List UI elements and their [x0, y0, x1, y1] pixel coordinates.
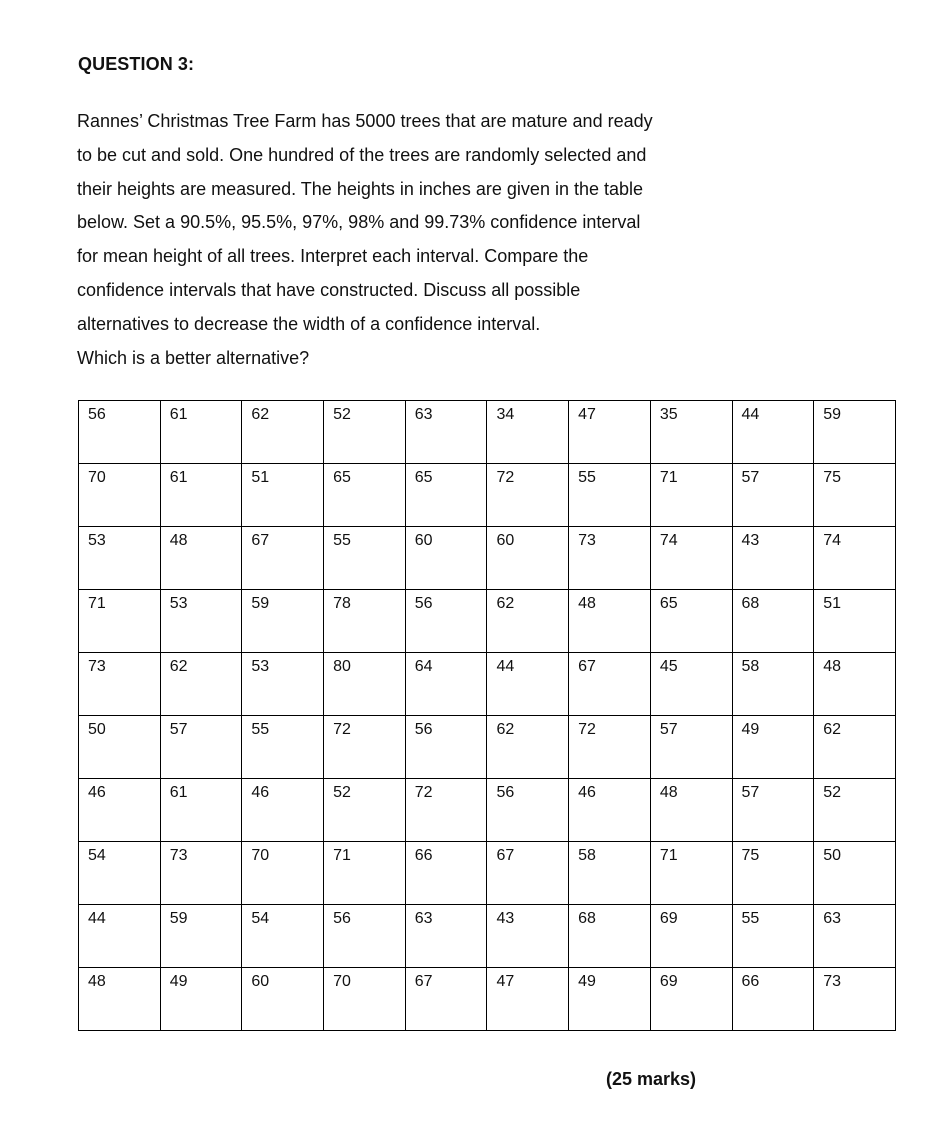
- height-value: 62: [496, 721, 515, 738]
- table-cell: [814, 653, 896, 716]
- table-cell: [650, 968, 732, 1031]
- table-cell: [569, 779, 651, 842]
- height-value: 75: [741, 847, 760, 864]
- table-cell: [405, 968, 487, 1031]
- height-value: 71: [88, 595, 106, 612]
- table-cell: [732, 464, 814, 527]
- height-value: 52: [823, 784, 841, 801]
- table-cell: [242, 653, 324, 716]
- height-value: 78: [333, 595, 351, 612]
- table-cell: [569, 905, 651, 968]
- height-value: 71: [333, 847, 351, 864]
- table-cell: [732, 779, 814, 842]
- table-cell: [814, 527, 896, 590]
- table-cell: [650, 779, 732, 842]
- height-value: 50: [823, 847, 841, 864]
- table-cell: [569, 401, 651, 464]
- question-text-line: below. Set a 90.5%, 95.5%, 97%, 98% and 99.73% confidence interval: [77, 212, 641, 233]
- table-cell: [569, 716, 651, 779]
- height-value: 57: [741, 469, 760, 486]
- height-value: 46: [88, 784, 106, 801]
- table-cell: [569, 527, 651, 590]
- question-title: QUESTION 3:: [78, 54, 195, 74]
- height-value: 62: [496, 595, 515, 612]
- height-value: 55: [333, 532, 351, 549]
- table-cell: [569, 653, 651, 716]
- table-cell: [650, 716, 732, 779]
- height-value: 35: [659, 406, 678, 423]
- height-value: 65: [333, 469, 351, 486]
- table-cell: [324, 842, 406, 905]
- height-value: 56: [414, 721, 433, 738]
- table-cell: [814, 716, 896, 779]
- height-value: 55: [578, 469, 596, 486]
- height-value: 65: [414, 469, 433, 486]
- table-cell: [814, 968, 896, 1031]
- table-cell: [814, 401, 896, 464]
- table-cell: [487, 968, 569, 1031]
- height-value: 73: [823, 973, 841, 990]
- table-cell: [405, 842, 487, 905]
- table-cell: [324, 779, 406, 842]
- table-cell: [487, 842, 569, 905]
- height-value: 67: [414, 973, 433, 990]
- height-value: 48: [823, 658, 841, 675]
- height-value: 65: [659, 595, 678, 612]
- height-value: 66: [414, 847, 433, 864]
- question-text-line: their heights are measured. The heights in inches are given in the table: [77, 178, 644, 199]
- table-cell: [324, 527, 406, 590]
- height-value: 56: [333, 910, 351, 927]
- height-value: 69: [659, 973, 678, 990]
- height-value: 54: [251, 910, 270, 927]
- table-cell: [732, 905, 814, 968]
- table-cell: [487, 653, 569, 716]
- table-cell: [814, 842, 896, 905]
- tree-heights-table-body: [79, 401, 896, 1031]
- height-value: 53: [88, 532, 106, 549]
- table-cell: [242, 464, 324, 527]
- table-row: [79, 842, 896, 905]
- height-value: 53: [169, 595, 188, 612]
- height-value: 74: [823, 532, 841, 549]
- height-value: 63: [414, 910, 433, 927]
- height-value: 44: [88, 910, 106, 927]
- table-cell: [242, 716, 324, 779]
- table-cell: [650, 464, 732, 527]
- table-cell: [160, 716, 242, 779]
- height-value: 45: [659, 658, 678, 675]
- height-value: 60: [496, 532, 515, 549]
- height-value: 61: [169, 406, 188, 423]
- height-value: 63: [414, 406, 433, 423]
- height-value: 75: [823, 469, 841, 486]
- table-cell: [650, 905, 732, 968]
- height-value: 44: [741, 406, 760, 423]
- table-cell: [732, 590, 814, 653]
- height-value: 56: [414, 595, 433, 612]
- table-cell: [160, 842, 242, 905]
- table-cell: [732, 401, 814, 464]
- table-cell: [487, 464, 569, 527]
- table-cell: [79, 842, 161, 905]
- height-value: 49: [169, 973, 188, 990]
- table-cell: [569, 842, 651, 905]
- height-value: 71: [659, 469, 678, 486]
- height-value: 60: [414, 532, 433, 549]
- height-value: 44: [496, 658, 515, 675]
- height-value: 47: [578, 406, 596, 423]
- table-cell: [160, 905, 242, 968]
- height-value: 70: [333, 973, 351, 990]
- question-text-line: Which is a better alternative?: [77, 347, 310, 368]
- height-value: 70: [88, 469, 106, 486]
- table-cell: [79, 716, 161, 779]
- table-cell: [324, 968, 406, 1031]
- height-value: 48: [659, 784, 678, 801]
- table-cell: [814, 905, 896, 968]
- question-text-line: Rannes’ Christmas Tree Farm has 5000 trees that are mature and ready: [77, 111, 653, 131]
- table-cell: [814, 779, 896, 842]
- height-value: 72: [333, 721, 351, 738]
- table-row: [79, 653, 896, 716]
- table-cell: [814, 464, 896, 527]
- table-cell: [732, 716, 814, 779]
- table-cell: [405, 527, 487, 590]
- table-cell: [242, 905, 324, 968]
- table-row: [79, 401, 896, 464]
- height-value: 60: [251, 973, 270, 990]
- height-value: 63: [823, 910, 841, 927]
- height-value: 70: [251, 847, 270, 864]
- table-cell: [79, 527, 161, 590]
- table-cell: [79, 401, 161, 464]
- height-value: 57: [741, 784, 760, 801]
- table-cell: [324, 653, 406, 716]
- table-cell: [569, 968, 651, 1031]
- height-value: 48: [169, 532, 188, 549]
- height-value: 55: [741, 910, 760, 927]
- table-cell: [242, 842, 324, 905]
- table-cell: [79, 653, 161, 716]
- height-value: 59: [169, 910, 188, 927]
- height-value: 69: [659, 910, 678, 927]
- table-row: [79, 905, 896, 968]
- table-cell: [487, 527, 569, 590]
- height-value: 48: [88, 973, 106, 990]
- height-value: 61: [169, 784, 188, 801]
- height-value: 56: [496, 784, 515, 801]
- table-row: [79, 716, 896, 779]
- height-value: 61: [169, 469, 188, 486]
- table-cell: [79, 968, 161, 1031]
- table-cell: [650, 401, 732, 464]
- table-cell: [405, 401, 487, 464]
- height-value: 64: [414, 658, 433, 675]
- question-text: [77, 105, 727, 375]
- table-cell: [650, 653, 732, 716]
- table-cell: [160, 968, 242, 1031]
- table-cell: [569, 464, 651, 527]
- table-cell: [324, 716, 406, 779]
- height-value: 56: [88, 406, 106, 423]
- height-value: 46: [251, 784, 270, 801]
- table-cell: [242, 401, 324, 464]
- table-cell: [242, 779, 324, 842]
- height-value: 47: [496, 973, 515, 990]
- table-cell: [160, 401, 242, 464]
- table-cell: [487, 779, 569, 842]
- table-cell: [405, 905, 487, 968]
- height-value: 67: [578, 658, 596, 675]
- height-value: 73: [578, 532, 596, 549]
- height-value: 59: [251, 595, 270, 612]
- height-value: 43: [741, 532, 760, 549]
- table-cell: [242, 590, 324, 653]
- height-value: 58: [578, 847, 596, 864]
- table-cell: [405, 779, 487, 842]
- height-value: 67: [251, 532, 270, 549]
- height-value: 48: [578, 595, 596, 612]
- height-value: 57: [659, 721, 678, 738]
- height-value: 62: [169, 658, 188, 675]
- table-cell: [324, 401, 406, 464]
- table-cell: [324, 590, 406, 653]
- height-value: 67: [496, 847, 515, 864]
- height-value: 57: [169, 721, 188, 738]
- height-value: 73: [169, 847, 188, 864]
- height-value: 43: [496, 910, 515, 927]
- table-cell: [79, 590, 161, 653]
- height-value: 73: [88, 658, 106, 675]
- marks-label: (25 marks): [606, 1069, 697, 1089]
- table-row: [79, 464, 896, 527]
- table-cell: [160, 653, 242, 716]
- table-cell: [405, 716, 487, 779]
- height-value: 49: [741, 721, 760, 738]
- table-cell: [405, 590, 487, 653]
- height-value: 54: [88, 847, 106, 864]
- table-row: [79, 590, 896, 653]
- table-cell: [79, 905, 161, 968]
- height-value: 62: [823, 721, 841, 738]
- height-value: 59: [823, 406, 841, 423]
- height-value: 52: [333, 406, 351, 423]
- height-value: 34: [496, 406, 515, 423]
- height-value: 71: [659, 847, 678, 864]
- table-row: [79, 968, 896, 1031]
- table-row: [79, 527, 896, 590]
- table-cell: [160, 464, 242, 527]
- table-cell: [732, 527, 814, 590]
- height-value: 49: [578, 973, 596, 990]
- table-cell: [160, 590, 242, 653]
- table-cell: [324, 464, 406, 527]
- height-value: 74: [659, 532, 678, 549]
- table-cell: [732, 842, 814, 905]
- table-cell: [732, 653, 814, 716]
- table-cell: [650, 527, 732, 590]
- question-text-line: to be cut and sold. One hundred of the trees are randomly selected and: [77, 144, 647, 165]
- height-value: 80: [333, 658, 351, 675]
- height-value: 66: [741, 973, 760, 990]
- table-cell: [814, 590, 896, 653]
- height-value: 53: [251, 658, 270, 675]
- tree-heights-table: [78, 400, 896, 1031]
- table-cell: [487, 590, 569, 653]
- height-value: 72: [578, 721, 596, 738]
- question-text-line: alternatives to decrease the width of a confidence interval.: [77, 313, 541, 334]
- table-cell: [487, 905, 569, 968]
- height-value: 68: [741, 595, 760, 612]
- height-value: 62: [251, 406, 270, 423]
- table-cell: [242, 968, 324, 1031]
- table-cell: [79, 779, 161, 842]
- table-cell: [242, 527, 324, 590]
- height-value: 58: [741, 658, 760, 675]
- height-value: 72: [496, 469, 515, 486]
- table-cell: [650, 842, 732, 905]
- height-value: 50: [88, 721, 106, 738]
- table-cell: [487, 716, 569, 779]
- question-text-line: for mean height of all trees. Interpret each interval. Compare the: [77, 246, 589, 267]
- table-cell: [405, 464, 487, 527]
- height-value: 52: [333, 784, 351, 801]
- table-cell: [405, 653, 487, 716]
- height-value: 51: [251, 469, 270, 486]
- height-value: 55: [251, 721, 270, 738]
- table-cell: [487, 401, 569, 464]
- height-value: 46: [578, 784, 596, 801]
- table-cell: [160, 527, 242, 590]
- height-value: 51: [823, 595, 841, 612]
- table-cell: [324, 905, 406, 968]
- table-cell: [650, 590, 732, 653]
- table-cell: [160, 779, 242, 842]
- height-value: 72: [414, 784, 433, 801]
- question-text-line: confidence intervals that have constructed. Discuss all possible: [77, 279, 581, 300]
- table-cell: [79, 464, 161, 527]
- height-value: 68: [578, 910, 596, 927]
- table-row: [79, 779, 896, 842]
- table-cell: [569, 590, 651, 653]
- table-cell: [732, 968, 814, 1031]
